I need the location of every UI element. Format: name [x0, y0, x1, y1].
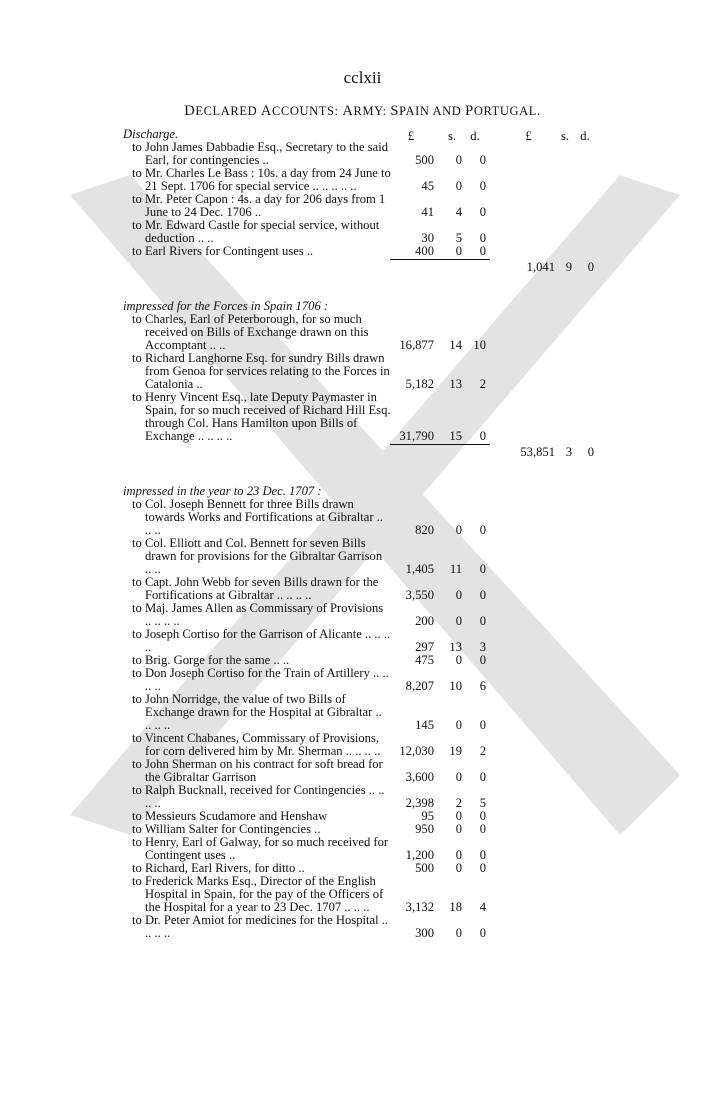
- entry-pence: 0: [479, 809, 486, 823]
- section-title: impressed in the year to 23 Dec. 1707 :: [123, 484, 322, 498]
- entry-pence: 0: [479, 653, 486, 667]
- column-header-pound: £: [407, 129, 415, 143]
- total-header-pound: £: [525, 129, 532, 143]
- entry-pence: 0: [479, 205, 486, 219]
- entry-pence: 0: [479, 770, 486, 784]
- total-shillings: 9: [565, 260, 572, 274]
- entry-pounds: 3,132: [405, 900, 434, 914]
- entry-shillings: 5: [455, 231, 462, 245]
- entry-shillings: 4: [455, 205, 462, 219]
- entry-pence: 5: [479, 796, 486, 810]
- account-entry: [132, 758, 612, 784]
- entry-pounds: 16,877: [399, 338, 434, 352]
- entry-pence: 0: [479, 523, 486, 537]
- entry-shillings: 0: [455, 523, 462, 537]
- entry-pence: 6: [479, 679, 486, 693]
- account-entry: [132, 245, 612, 258]
- account-entry: [132, 167, 612, 193]
- section-total-row: [132, 443, 612, 459]
- entry-shillings: 0: [455, 653, 462, 667]
- entry-shillings: 0: [455, 614, 462, 628]
- entry-description: to Don Joseph Cortiso for the Train of Artillery .. .. .. ..: [132, 666, 389, 693]
- entry-description: to Joseph Cortiso for the Garrison of Alicante .. .. .. ..: [132, 627, 391, 654]
- entry-description: to Col. Joseph Bennett for three Bills drawn towards Works and Fortifications at Gibraltar .. .. ..: [132, 497, 383, 537]
- entry-description: to Mr. Peter Capon : 4s. a day for 206 days from 1 June to 24 Dec. 1706 ..: [132, 192, 386, 219]
- total-pounds: 1,041: [526, 260, 555, 274]
- entry-pence: 2: [479, 744, 486, 758]
- entry-pounds: 820: [415, 523, 434, 537]
- entry-shillings: 0: [455, 848, 462, 862]
- account-entry: [132, 732, 612, 758]
- account-entry: [132, 667, 612, 693]
- entry-pence: 0: [479, 718, 486, 732]
- entry-shillings: 14: [449, 338, 462, 352]
- entry-description: to Charles, Earl of Peterborough, for so much received on Bills of Exchange drawn on this Accomptant .. ..: [132, 312, 369, 352]
- entry-shillings: 13: [449, 640, 462, 654]
- entry-pounds: 1,405: [405, 562, 434, 576]
- entry-pence: 0: [479, 429, 486, 443]
- entry-shillings: 0: [455, 822, 462, 836]
- entry-shillings: 11: [449, 562, 462, 576]
- account-entry: [132, 141, 612, 167]
- entry-pence: 0: [479, 231, 486, 245]
- entry-pounds: 5,182: [405, 377, 434, 391]
- entry-pounds: 30: [421, 231, 434, 245]
- entry-pounds: 41: [421, 205, 434, 219]
- accounts-table: [123, 127, 612, 940]
- entry-shillings: 0: [455, 588, 462, 602]
- entry-pounds: 400: [415, 244, 434, 258]
- entry-shillings: 0: [455, 244, 462, 258]
- entry-pounds: 95: [421, 809, 434, 823]
- account-entry: [132, 219, 612, 245]
- entry-pence: 2: [479, 377, 486, 391]
- entry-pence: 0: [479, 926, 486, 940]
- section-title: impressed for the Forces in Spain 1706 :: [123, 299, 329, 313]
- total-header-shilling: s.: [560, 129, 570, 143]
- entry-pence: 0: [479, 614, 486, 628]
- entry-description: to Frederick Marks Esq., Director of the English Hospital in Spain, for the pay of the Officers of the Hospital for a year to 23 Dec. 1707 .. .. ..: [132, 874, 384, 914]
- account-entry: [132, 313, 612, 352]
- entry-shillings: 15: [449, 429, 462, 443]
- account-entry: [132, 914, 612, 940]
- entry-pounds: 300: [415, 926, 434, 940]
- entry-description: to Messieurs Scudamore and Henshaw: [132, 809, 328, 823]
- column-header-shilling: s.: [447, 129, 457, 143]
- entry-description: to Richard, Earl Rivers, for ditto ..: [132, 861, 305, 875]
- entry-description: to Maj. James Allen as Commissary of Provisions .. .. .. ..: [132, 601, 384, 628]
- entry-shillings: 0: [455, 809, 462, 823]
- entry-description: to Mr. Edward Castle for special service, without deduction .. ..: [132, 218, 380, 245]
- entry-pounds: 950: [415, 822, 434, 836]
- entry-pounds: 1,200: [405, 848, 434, 862]
- entry-description: to John Sherman on his contract for soft bread for the Gibraltar Garrison: [132, 757, 383, 784]
- account-entry: [132, 537, 612, 576]
- account-entry: [132, 693, 612, 732]
- page-heading: DECLARED ACCOUNTS: ARMY: SPAIN AND PORTUGAL.: [184, 103, 541, 119]
- total-pounds: 53,851: [520, 445, 555, 459]
- entry-pence: 0: [479, 244, 486, 258]
- entry-description: to Capt. John Webb for seven Bills drawn for the Fortifications at Gibraltar .. .. .. ..: [132, 575, 379, 602]
- account-entry: [132, 784, 612, 810]
- entry-pence: 0: [479, 848, 486, 862]
- account-entry: [132, 193, 612, 219]
- entry-pounds: 475: [415, 653, 434, 667]
- account-entry: [132, 875, 612, 914]
- entry-pence: 0: [479, 861, 486, 875]
- section-gap: [132, 459, 612, 485]
- entry-pounds: 31,790: [399, 429, 434, 443]
- section-total-row: [132, 258, 612, 274]
- entry-pounds: 145: [415, 718, 434, 732]
- section-title: Discharge.: [123, 127, 179, 141]
- section-gap: [132, 274, 612, 300]
- entry-pounds: 500: [415, 153, 434, 167]
- total-rule: [390, 444, 490, 445]
- column-header-pence: d.: [470, 129, 480, 143]
- entry-pence: 0: [479, 822, 486, 836]
- entry-description: to John James Dabbadie Esq., Secretary to the said Earl, for contingencies ..: [132, 140, 389, 167]
- entry-pence: 10: [473, 338, 486, 352]
- entry-description: to William Salter for Contingencies ..: [132, 822, 321, 836]
- entry-pence: 0: [479, 562, 486, 576]
- entry-description: to John Norridge, the value of two Bills of Exchange drawn for the Hospital at Gibraltar .. .. .. ..: [132, 692, 382, 732]
- account-entry: [132, 391, 612, 443]
- account-entry: [132, 628, 612, 654]
- entry-shillings: 0: [455, 861, 462, 875]
- entry-pence: 0: [479, 588, 486, 602]
- entry-description: to Richard Langhorne Esq. for sundry Bills drawn from Genoa for services relating to the Forces in Catalonia ..: [132, 351, 390, 391]
- entry-description: to Dr. Peter Amiot for medicines for the Hospital .. .. .. ..: [132, 913, 389, 940]
- entry-pence: 3: [479, 640, 486, 654]
- entry-pounds: 500: [415, 861, 434, 875]
- entry-description: to Henry Vincent Esq., late Deputy Paymaster in Spain, for so much received of Richard Hill Esq. through Col. Hans Hamilton upon Bills of Exchange .. .. .. ..: [132, 390, 391, 443]
- entry-shillings: 10: [449, 679, 462, 693]
- entry-shillings: 0: [455, 718, 462, 732]
- account-entry: [132, 352, 612, 391]
- entry-description: to Vincent Chabanes, Commissary of Provisions, for corn delivered him by Mr. Sherman .. .. .. ..: [132, 731, 381, 758]
- total-pence: 0: [587, 445, 594, 459]
- account-entry: [132, 576, 612, 602]
- entry-shillings: 0: [455, 179, 462, 193]
- page-number: cclxii: [343, 68, 382, 87]
- entry-shillings: 0: [455, 770, 462, 784]
- entry-pounds: 45: [421, 179, 434, 193]
- entry-pounds: 297: [415, 640, 434, 654]
- entry-shillings: 2: [455, 796, 462, 810]
- entry-description: to Col. Elliott and Col. Bennett for seven Bills drawn for provisions for the Gibraltar Garrison .. ..: [132, 536, 383, 576]
- total-pence: 0: [587, 260, 594, 274]
- entry-pence: 0: [479, 179, 486, 193]
- entry-shillings: 18: [449, 900, 462, 914]
- entry-description: to Mr. Charles Le Bass : 10s. a day from 24 June to 21 Sept. 1706 for special service .. .. .. .. ..: [132, 166, 391, 193]
- entry-shillings: 19: [449, 744, 462, 758]
- entry-description: to Ralph Bucknall, received for Contingencies .. .. .. ..: [132, 783, 385, 810]
- entry-pounds: 3,600: [405, 770, 434, 784]
- account-entry: [132, 602, 612, 628]
- entry-pence: 0: [479, 153, 486, 167]
- account-entry: [132, 498, 612, 537]
- total-header-pence: d.: [580, 129, 590, 143]
- entry-description: to Henry, Earl of Galway, for so much received for Contingent uses ..: [132, 835, 389, 862]
- entry-pounds: 3,550: [405, 588, 434, 602]
- total-shillings: 3: [565, 445, 572, 459]
- entry-pounds: 2,398: [405, 796, 434, 810]
- entry-pence: 4: [479, 900, 486, 914]
- entry-pounds: 12,030: [399, 744, 434, 758]
- total-rule: [390, 259, 490, 260]
- entry-shillings: 13: [449, 377, 462, 391]
- entry-shillings: 0: [455, 926, 462, 940]
- entry-pounds: 8,207: [405, 679, 434, 693]
- entry-shillings: 0: [455, 153, 462, 167]
- entry-description: to Brig. Gorge for the same .. ..: [132, 653, 290, 667]
- entry-description: to Earl Rivers for Contingent uses ..: [132, 244, 314, 258]
- account-entry: [132, 836, 612, 862]
- entry-pounds: 200: [415, 614, 434, 628]
